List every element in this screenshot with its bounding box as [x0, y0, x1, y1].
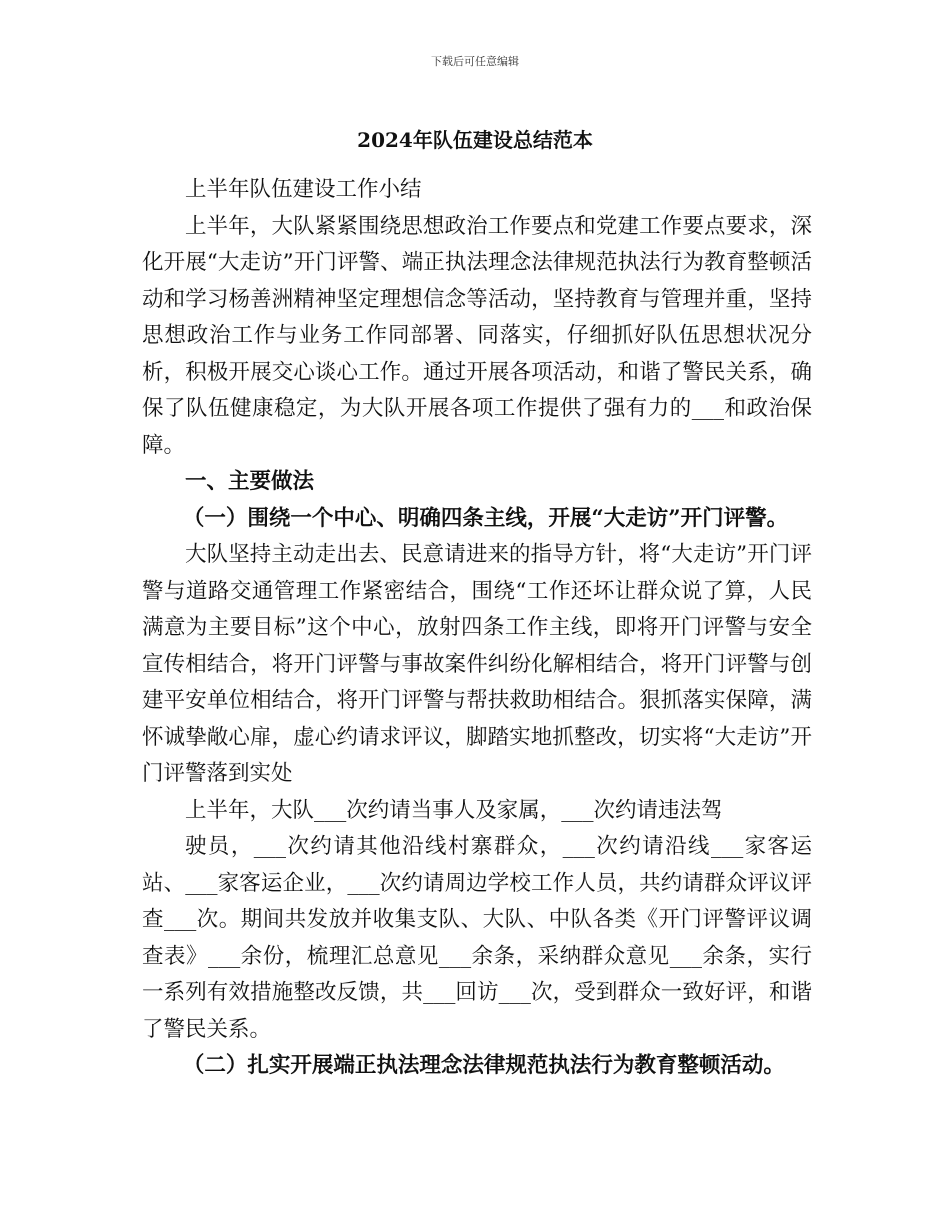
paragraph-line: 上半年，大队___次约请当事人及家属，___次约请违法驾	[185, 797, 723, 823]
document-title: 2024年队伍建设总结范本	[357, 128, 593, 152]
subtitle: 上半年队伍建设工作小结	[185, 177, 422, 202]
intro-paragraph: 上半年，大队紧紧围绕思想政治工作要点和党建工作要点要求，深化开展“大走访”开门评警、端正执法理念法律规范执法行为教育整顿活动和学习杨善洲精神坚定理想信念等活动，坚持教育与管理并重，坚持思想政治工作与业务工作同部署、同落实，仔细抓好队伍思想状况分析，积极开展交心谈心工作。通过开展各项活动，和谐了警民关系，确保了队伍健康稳定，为大队开展各项工作提供了强有力的___和政治保障。	[142, 213, 812, 458]
document-body	[142, 172, 812, 1085]
paragraph: 大队坚持主动走出去、民意请进来的指导方针，将“大走访”开门评警与道路交通管理工作紧密结合，围绕“工作还坏让群众说了算，人民满意为主要目标”这个中心，放射四条工作主线，即将开门评警与安全宣传相结合，将开门评警与事故案件纠纷化解相结合，将开门评警与创建平安单位相结合，将开门评警与帮扶救助相结合。狠抓落实保障，满怀诚挚敞心扉，虚心约请求评议，脚踏实地抓整改，切实将“大走访”开门评警落到实处	[142, 542, 812, 786]
section-heading: 一、主要做法	[185, 469, 315, 494]
paragraph: 驶员，___次约请其他沿线村寨群众，___次约请沿线___家客运站、___家客运企业，___次约请周边学校工作人员，共约请群众评议评查___次。期间共发放并收集支队、大队、中队各类《开门评警评议调查表》___余份，梳理汇总意见___余条，采纳群众意见___余条，实行一系列有效措施整改反馈，共___回访___次，受到群众一致好评，和谐了警民关系。	[142, 834, 812, 1042]
subsection-heading: （二）扎实开展端正执法理念法律规范执法行为教育整顿活动。	[182, 1053, 785, 1078]
header-note: 下载后可任意编辑	[431, 55, 519, 68]
subsection-heading: （一）围绕一个中心、明确四条主线，开展“大走访”开门评警。	[182, 505, 789, 531]
